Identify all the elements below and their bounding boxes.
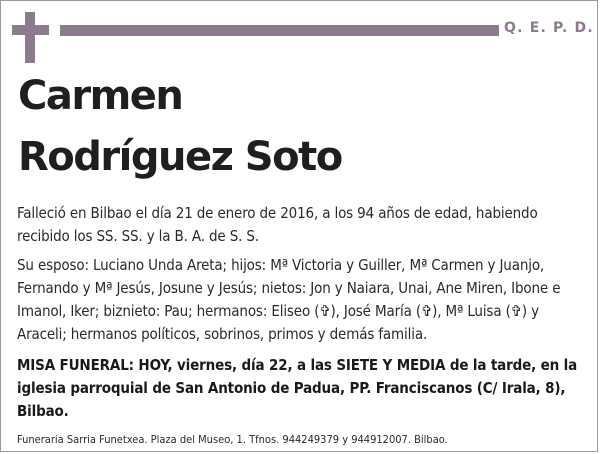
family-paragraph: Su esposo: Luciano Unda Areta; hijos: Mª Victoria y Guiller, Mª Carmen y Juanjo, Fernando y Mª Jesús, Josune y Jesús; nietos: Jon y Naiara, Unai, Ane Miren, Ibone e Imanol, Iker; biznieto: Pau; hermanos: Eliseo (✞), José María (✞), Mª Luisa (✞) y Araceli; hermanos políticos, sobrinos, primos y demás familia. <box>17 256 561 343</box>
death-notice-paragraph: Falleció en Bilbao el día 21 de enero de 2016, a los 94 años de edad, habiendo recibido los SS. SS. y la B. A. de S. S. <box>17 204 538 245</box>
qepd-badge: Q. E. P. D. <box>504 20 594 36</box>
header-rule <box>60 25 499 36</box>
cross-horizontal-bar <box>12 25 49 35</box>
cross-vertical-bar <box>25 12 35 63</box>
funeral-home-footer: Funeraria Sarria Funetxea. Plaza del Museo, 1. Tfnos. 944249379 y 944912007. Bilbao. <box>17 433 448 446</box>
deceased-name-line1: Carmen <box>18 73 183 119</box>
deceased-name-line2: Rodríguez Soto <box>18 134 342 180</box>
funeral-mass-paragraph: MISA FUNERAL: HOY, viernes, día 22, a las SIETE Y MEDIA de la tarde, en la iglesia parroquial de San Antonio de Padua, PP. Franciscanos (C/ Irala, 8), Bilbao. <box>17 356 578 420</box>
